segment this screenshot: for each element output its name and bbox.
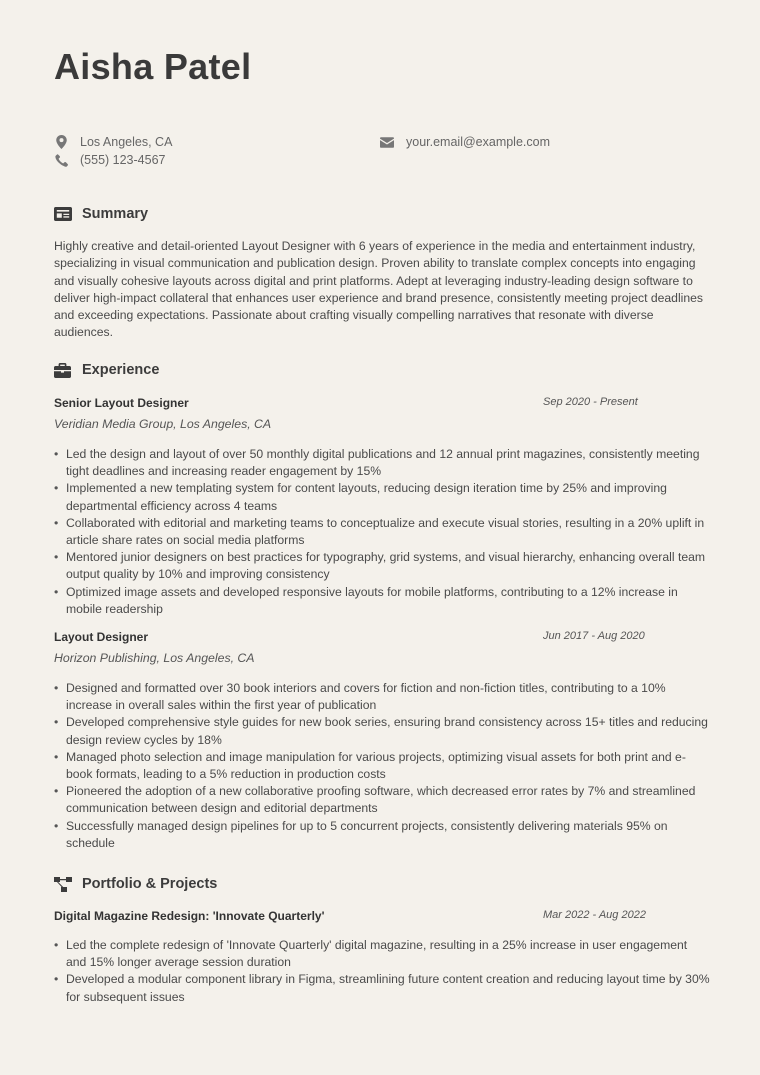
summary-heading [54,206,148,222]
phone-icon [54,153,68,167]
experience-heading [54,362,159,378]
projects-heading [54,876,217,892]
candidate-name: Aisha Patel [54,46,252,87]
list-item: • Developed comprehensive style guides for new book series, ensuring brand consistency across 15+ titles and reducing design review cycles by 18% [54,714,710,748]
job-2-role: Layout Designer [54,630,149,644]
list-item: • Successfully managed design pipelines for up to 5 concurrent projects, consistently delivering materials 95% on schedule [54,818,710,852]
job-1-dates: Sep 2020 - Present [543,396,638,408]
list-item: • Pioneered the adoption of a new collaborative proofing software, which decreased error rates by 7% and streamlined communication between design and editorial departments [54,783,710,817]
list-item: • Mentored junior designers on best practices for typography, grid systems, and visual hierarchy, enhancing overall team output quality by 10% and improving consistency [54,549,710,583]
contact-location [54,135,172,149]
experience-title: Experience [82,362,160,378]
contact-email [380,135,550,149]
job-1-company: Veridian Media Group, Los Angeles, CA [54,417,272,431]
list-item: • Implemented a new templating system for content layouts, reducing design iteration time by 25% and improving departmental efficiency across 4 teams [54,480,710,514]
project-1-dates: Mar 2022 - Aug 2022 [543,909,646,921]
id-card-icon [54,206,74,222]
summary-text: Highly creative and detail-oriented Layout Designer with 6 years of experience in the media and entertainment industry, specializing in visual communication and publication design. Proven ability to translate complex concepts into engaging and visually cohesive layouts across digital and print platforms. Adept at leveraging industry-leading design software to deliver high-impact collateral that enhances user experience and brand presence, consistently meeting project deadlines and exceeding expectations. Passionate about crafting visually compelling narratives that resonate with diverse audiences. [54,239,704,340]
job-2-bullets [54,680,710,852]
summary-title: Summary [82,206,149,222]
email-text[interactable]: your.email@example.com [406,135,550,149]
list-item: • Led the complete redesign of 'Innovate Quarterly' digital magazine, resulting in a 25% increase in user engagement and 15% longer average session duration [54,937,710,971]
job-2-dates: Jun 2017 - Aug 2020 [543,630,645,642]
list-item: • Managed photo selection and image manipulation for various projects, optimizing visual assets for both print and e-book formats, leading to a 5% reduction in production costs [54,749,710,783]
project-1-bullets [54,937,710,1006]
list-item: • Optimized image assets and developed responsive layouts for mobile platforms, contributing to a 12% increase in mobile readership [54,584,710,618]
list-item: • Designed and formatted over 30 book interiors and covers for fiction and non-fiction titles, contributing to a 10% increase in overall sales within the first year of publication [54,680,710,714]
briefcase-icon [54,362,74,378]
job-2-company: Horizon Publishing, Los Angeles, CA [54,651,255,665]
list-item: • Developed a modular component library in Figma, streamlining future content creation and reducing layout time by 30% for subsequent issues [54,971,710,1005]
location-text: Los Angeles, CA [80,135,173,149]
map-pin-icon [54,135,68,149]
list-item: • Collaborated with editorial and marketing teams to conceptualize and execute visual stories, resulting in a 20% uplift in article share rates on social media platforms [54,515,710,549]
contact-phone [54,153,165,167]
list-item: • Led the design and layout of over 50 monthly digital publications and 12 annual print magazines, consistently meeting tight deadlines and increasing reader engagement by 15% [54,446,710,480]
envelope-icon [380,135,394,149]
phone-text: (555) 123-4567 [80,153,166,167]
job-1-role: Senior Layout Designer [54,396,189,410]
diagram-icon [54,876,74,892]
job-1-bullets [54,446,710,618]
projects-title: Portfolio & Projects [82,876,218,892]
project-1-name: Digital Magazine Redesign: 'Innovate Quarterly' [54,909,325,923]
